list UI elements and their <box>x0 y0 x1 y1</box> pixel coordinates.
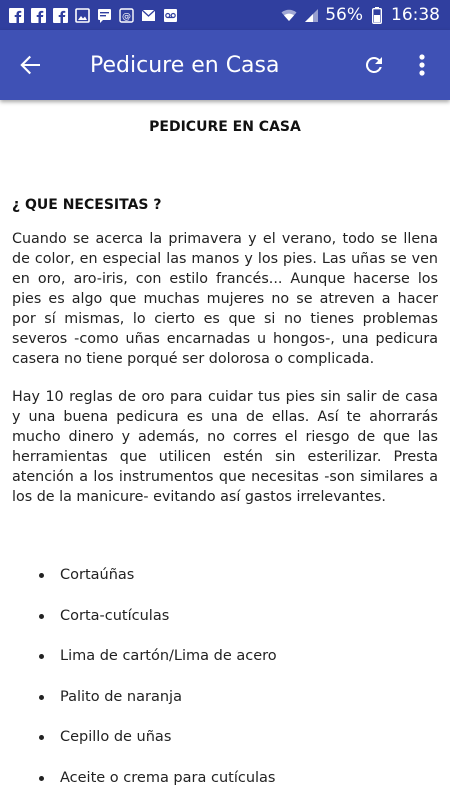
svg-text:@: @ <box>121 11 131 22</box>
list-item-label: Cepillo de uñas <box>60 729 172 745</box>
voicemail-icon <box>162 7 178 23</box>
image-icon <box>74 7 90 23</box>
mail-icon <box>140 7 156 23</box>
back-button[interactable] <box>0 30 60 100</box>
bullet-icon <box>39 695 44 700</box>
wifi-icon <box>281 7 297 23</box>
list-item <box>40 727 438 768</box>
app-toolbar <box>0 30 450 100</box>
list-item <box>40 646 438 687</box>
list-item <box>40 768 438 800</box>
list-item-label: Cortaúñas <box>60 567 135 583</box>
list-item-label: Aceite o crema para cutículas <box>60 769 276 786</box>
facebook-icon <box>30 7 46 23</box>
facebook-icon <box>8 7 24 23</box>
tools-list <box>12 565 438 800</box>
article-content[interactable] <box>0 100 450 800</box>
clock: 16:38 <box>391 5 440 25</box>
list-item-label: Palito de naranja <box>60 688 182 705</box>
article-title: PEDICURE EN CASA <box>149 119 301 135</box>
battery-percent: 56% <box>325 5 363 25</box>
facebook-icon <box>52 7 68 23</box>
list-item <box>40 565 438 606</box>
bullet-icon <box>39 614 44 619</box>
section-heading: ¿ QUE NECESITAS ? <box>12 197 162 213</box>
message-icon <box>96 7 112 23</box>
paragraph-intro: Cuando se acerca la primavera y el verano, todo se llena de color, en especial las manos y los pies. Las uñas se ven en oro, aro-iris, con estilo francés... Aunque hacerse los pies es algo que muchas mujeres no se atreven a hacer por sí mismas, lo cierto es que si no tienes problemas severos -como uñas encarnadas u hongos-, una pedicura casera no tiene porqué ser dolorosa o complicada. <box>12 231 438 367</box>
signal-icon <box>303 7 319 23</box>
battery-icon <box>369 7 385 23</box>
paragraph-rules: Hay 10 reglas de oro para cuidar tus pies sin salir de casa y una buena pedicura es una de ellas. Así te ahorrarás mucho dinero y además, no corres el riesgo de que las herramientas que utilicen estén sin esterilizar. Presta atención a los instrumentos que necesitas -son similares a los de la manicure- evitando así gastos irrelevantes. <box>12 389 438 505</box>
status-indicators <box>281 5 440 25</box>
email-icon <box>118 7 134 23</box>
bullet-icon <box>39 654 44 659</box>
notification-icons <box>8 7 178 23</box>
more-vert-icon <box>419 54 425 76</box>
list-item-label: Lima de cartón/Lima de acero <box>60 648 277 664</box>
refresh-icon <box>362 53 386 77</box>
list-item-label: Corta-cutículas <box>60 607 170 624</box>
bullet-icon <box>39 735 44 740</box>
refresh-button[interactable] <box>350 30 398 100</box>
bullet-icon <box>39 573 44 578</box>
arrow-back-icon <box>19 54 41 76</box>
page-title: Pedicure en Casa <box>90 52 280 78</box>
status-bar <box>0 0 450 30</box>
list-item <box>40 606 438 647</box>
bullet-icon <box>39 776 44 781</box>
list-item <box>40 687 438 728</box>
more-options-button[interactable] <box>398 30 446 100</box>
